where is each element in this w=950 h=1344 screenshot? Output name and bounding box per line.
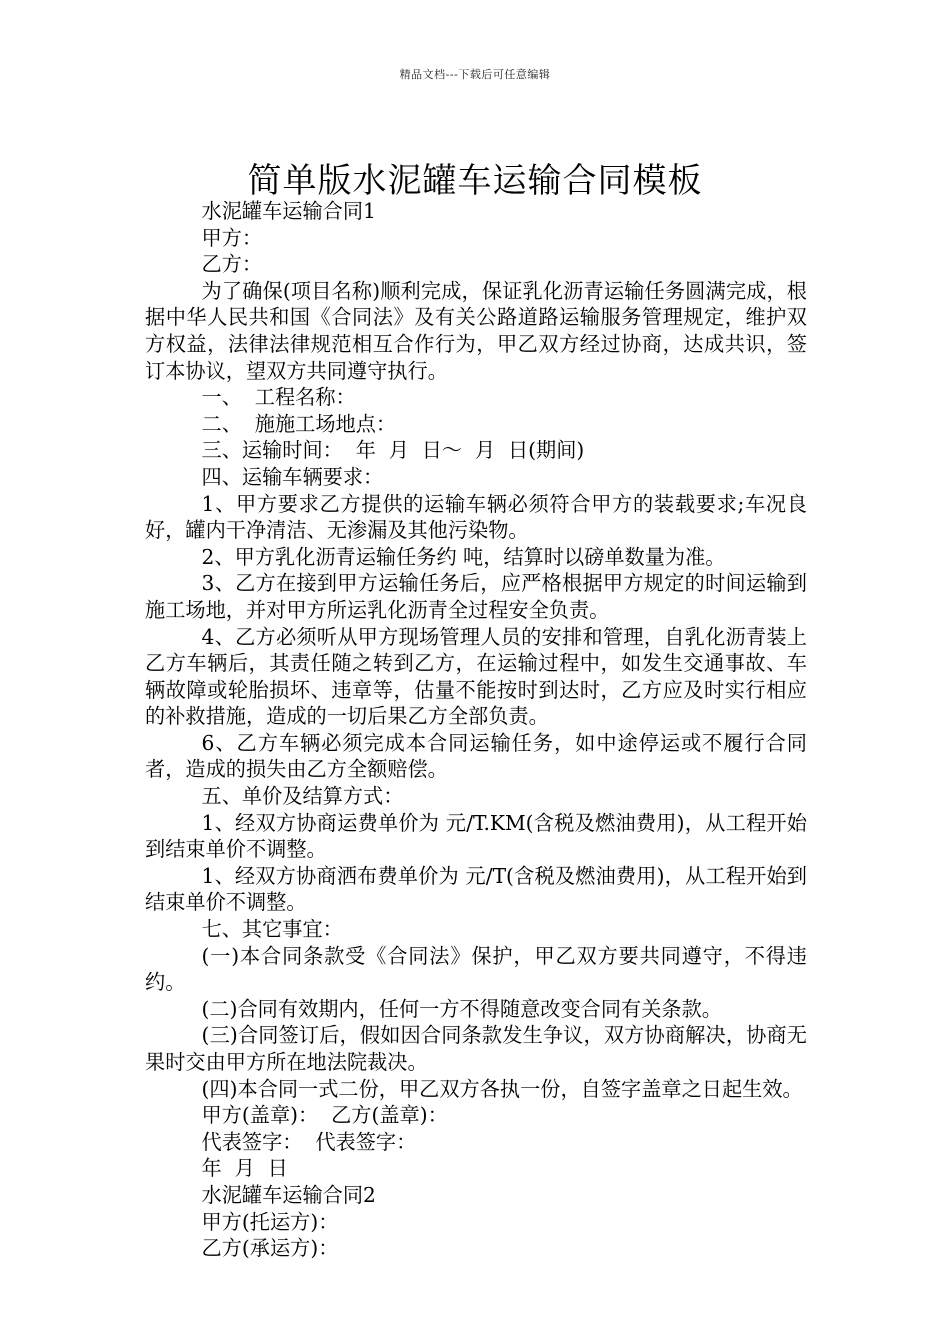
- section-pricing: 五、单价及结算方式：: [201, 784, 404, 809]
- clause-completion: 6、乙方车辆必须完成本合同运输任务，如中途停运或不履行合同者，造成的损失由乙方全额赔偿。: [145, 730, 807, 782]
- clause-responsibility: 4、乙方必须听从甲方现场管理人员的安排和管理，自乳化沥青装上乙方车辆后，其责任随之转到乙方，在运输过程中，如发生交通事故、车辆故障或轮胎损坏、违章等，估量不能按时到达时，乙方应及时实行相应的补救措施，造成的一切后果乙方全部负责。: [145, 624, 807, 729]
- signature-seal-line: 甲方(盖章)： 乙方(盖章)：: [201, 1103, 448, 1128]
- clause-spreading-price: 1、经双方协商洒布费单价为 元/T(含税及燃油费用)，从工程开始到结束单价不调整。: [145, 863, 807, 915]
- signature-date-line: 年 月 日: [201, 1156, 288, 1181]
- clause-disputes: (三)合同签订后，假如因合同条款发生争议，双方协商解决，协商无果时交由甲方所在地法院裁决。: [145, 1023, 807, 1074]
- section-project-name: 一、 工程名称：: [201, 385, 356, 410]
- party-b-label: 乙方：: [201, 252, 263, 277]
- clause-freight-price: 1、经双方协商运费单价为 元/T.KM(含税及燃油费用)，从工程开始到结束单价不调整。: [145, 810, 807, 862]
- document-body: [145, 198, 807, 1262]
- clause-copies: (四)本合同一式二份，甲乙双方各执一份，自签字盖章之日起生效。: [201, 1076, 803, 1101]
- contract-2-heading: 水泥罐车运输合同2: [201, 1182, 376, 1207]
- signature-rep-line: 代表签字： 代表签字：: [201, 1129, 417, 1154]
- party-b-carrier-label: 乙方(承运方)：: [201, 1236, 339, 1261]
- section-site-location: 二、 施施工场地点：: [201, 411, 397, 436]
- party-a-shipper-label: 甲方(托运方)：: [201, 1209, 339, 1234]
- clause-law-protection: (一)本合同条款受《合同法》保护，甲乙双方要共同遵守，不得违约。: [145, 943, 807, 995]
- contract-1-heading: 水泥罐车运输合同1: [201, 199, 376, 223]
- preamble-paragraph: 为了确保(项目名称)顺利完成，保证乳化沥青运输任务圆满完成，根据中华人民共和国《合同法》及有关公路道路运输服务管理规定，维护双方权益，法律法律规范相互合作行为，甲乙双方经过协商，达成共识，签订本协议，望双方共同遵守执行。: [145, 278, 807, 383]
- header-note: 精品文档---下载后可任意编辑: [399, 68, 551, 81]
- section-transport-time: 三、运输时间： 年 月 日～ 月 日(期间): [201, 438, 585, 463]
- section-other-matters: 七、其它事宜：: [201, 917, 343, 942]
- clause-no-changes: (二)合同有效期内，任何一方不得随意改变合同有关条款。: [201, 996, 722, 1021]
- clause-vehicle-condition: 1、甲方要求乙方提供的运输车辆必须符合甲方的装载要求;车况良好，罐内干净清洁、无渗漏及其他污染物。: [145, 491, 807, 543]
- clause-tonnage: 2、甲方乳化沥青运输任务约 吨，结算时以磅单数量为准。: [201, 544, 726, 569]
- document-title: 简单版水泥罐车运输合同模板: [247, 160, 703, 201]
- clause-delivery-safety: 3、乙方在接到甲方运输任务后，应严格根据甲方规定的时间运输到施工场地，并对甲方所运乳化沥青全过程安全负责。: [145, 571, 807, 622]
- party-a-label: 甲方：: [201, 225, 263, 250]
- section-vehicle-requirements: 四、运输车辆要求：: [201, 464, 384, 489]
